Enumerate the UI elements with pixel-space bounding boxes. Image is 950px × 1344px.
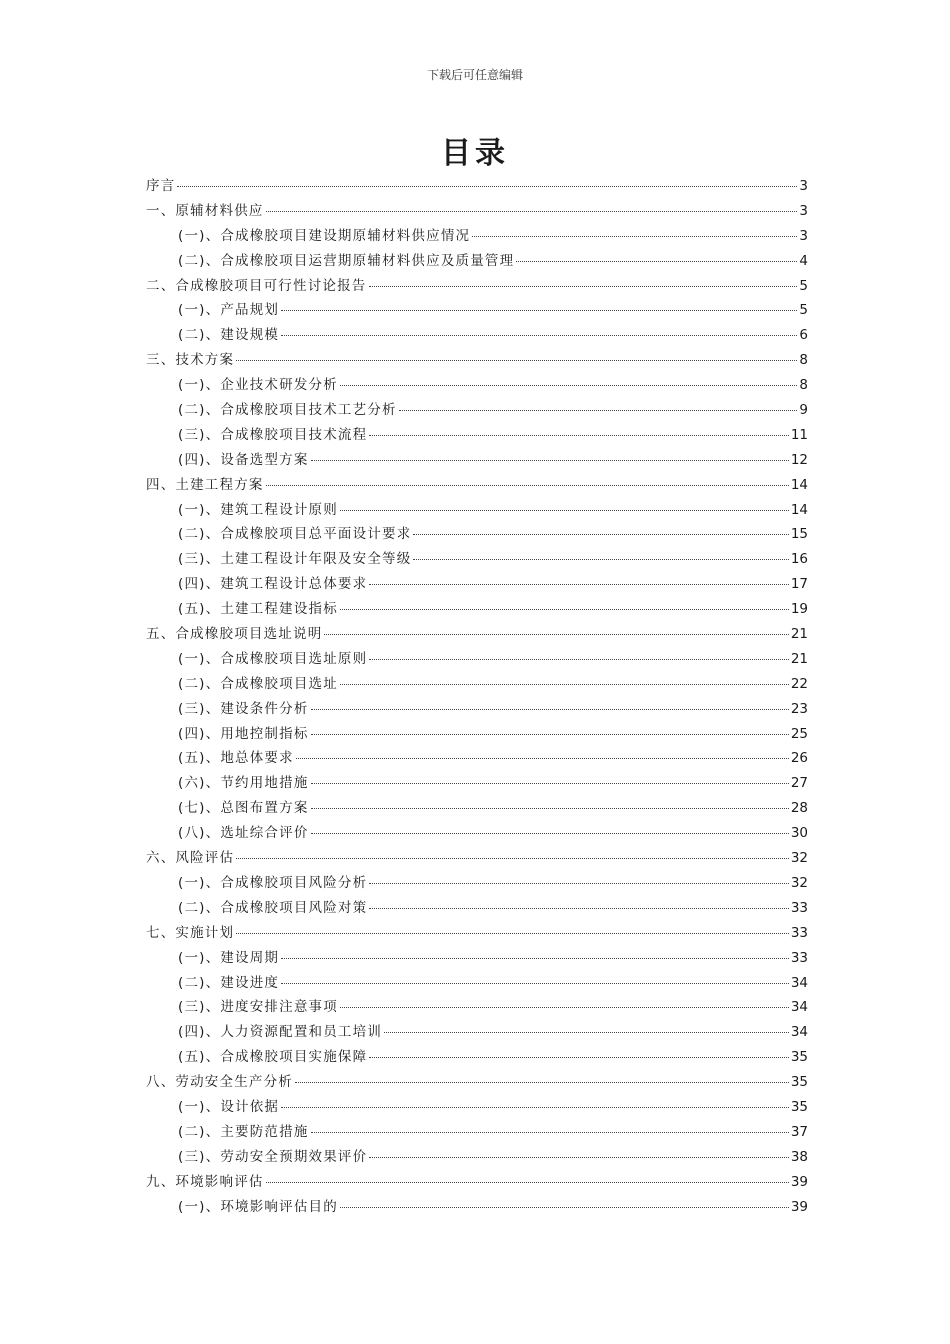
toc-entry[interactable] xyxy=(146,921,808,946)
toc-entry-label: (二)、合成橡胶项目技术工艺分析 xyxy=(178,402,397,419)
toc-entry-page-number: 11 xyxy=(790,426,808,443)
toc-entry-page-number: 35 xyxy=(790,1098,808,1115)
toc-entry-page-number: 34 xyxy=(790,1024,808,1041)
toc-entry-page-number: 12 xyxy=(790,451,808,468)
toc-entry-page-number: 30 xyxy=(790,825,808,842)
toc-entry[interactable] xyxy=(146,846,808,871)
toc-entry-label: (一)、企业技术研发分析 xyxy=(178,377,338,394)
toc-dot-leader xyxy=(369,286,798,287)
toc-entry[interactable] xyxy=(146,224,808,249)
toc-entry[interactable] xyxy=(146,174,808,199)
toc-entry-page-number: 19 xyxy=(790,601,808,618)
toc-entry[interactable] xyxy=(146,672,808,697)
toc-entry-page-number: 17 xyxy=(790,576,808,593)
toc-entry[interactable] xyxy=(146,448,808,473)
toc-dot-leader xyxy=(413,534,788,535)
toc-entry-label: (四)、设备选型方案 xyxy=(178,451,309,468)
toc-entry[interactable] xyxy=(146,995,808,1020)
toc-entry-label: (三)、进度安排注意事项 xyxy=(178,999,338,1016)
toc-entry-label: (三)、建设条件分析 xyxy=(178,700,309,717)
toc-entry[interactable] xyxy=(146,1170,808,1195)
toc-dot-leader xyxy=(340,510,789,511)
toc-dot-leader xyxy=(236,933,789,934)
toc-entry-page-number: 9 xyxy=(799,402,808,419)
toc-entry[interactable] xyxy=(146,771,808,796)
toc-dot-leader xyxy=(236,360,797,361)
toc-entry[interactable] xyxy=(146,398,808,423)
toc-entry-page-number: 35 xyxy=(790,1049,808,1066)
toc-entry[interactable] xyxy=(146,547,808,572)
toc-dot-leader xyxy=(384,1032,789,1033)
toc-dot-leader xyxy=(281,958,789,959)
toc-entry[interactable] xyxy=(146,1070,808,1095)
toc-entry-page-number: 5 xyxy=(799,277,808,294)
toc-entry-page-number: 38 xyxy=(790,1148,808,1165)
toc-entry-label: (四)、用地控制指标 xyxy=(178,725,309,742)
toc-entry-page-number: 15 xyxy=(790,526,808,543)
toc-entry-label: (三)、合成橡胶项目技术流程 xyxy=(178,426,368,443)
toc-entry-page-number: 26 xyxy=(790,750,808,767)
toc-entry-page-number: 3 xyxy=(799,202,808,219)
toc-entry-page-number: 27 xyxy=(790,775,808,792)
page-title: 目录 xyxy=(441,136,509,171)
toc-entry[interactable] xyxy=(146,1095,808,1120)
toc-dot-leader xyxy=(369,659,788,660)
toc-dot-leader xyxy=(311,833,789,834)
toc-entry-page-number: 33 xyxy=(790,924,808,941)
toc-entry[interactable] xyxy=(146,323,808,348)
toc-dot-leader xyxy=(369,1057,788,1058)
toc-entry-page-number: 28 xyxy=(790,800,808,817)
toc-entry[interactable] xyxy=(146,622,808,647)
toc-entry-label: 八、劳动安全生产分析 xyxy=(146,1074,293,1091)
toc-dot-leader xyxy=(340,1207,789,1208)
toc-entry[interactable] xyxy=(146,896,808,921)
toc-dot-leader xyxy=(311,734,789,735)
toc-entry[interactable] xyxy=(146,348,808,373)
toc-dot-leader xyxy=(340,1007,789,1008)
toc-entry[interactable] xyxy=(146,199,808,224)
toc-dot-leader xyxy=(472,236,797,237)
toc-dot-leader xyxy=(311,808,789,809)
toc-entry-label: (五)、土建工程建设指标 xyxy=(178,601,338,618)
toc-entry-page-number: 34 xyxy=(790,974,808,991)
toc-entry-label: 五、合成橡胶项目选址说明 xyxy=(146,626,323,643)
toc-entry-label: 序言 xyxy=(146,178,176,194)
toc-dot-leader xyxy=(281,983,789,984)
toc-entry[interactable] xyxy=(146,1120,808,1145)
toc-entry[interactable] xyxy=(146,249,808,274)
toc-entry-label: (五)、合成橡胶项目实施保障 xyxy=(178,1049,368,1066)
toc-dot-leader xyxy=(399,410,798,411)
toc-dot-leader xyxy=(236,858,789,859)
toc-entry-label: (一)、合成橡胶项目建设期原辅材料供应情况 xyxy=(178,227,471,244)
toc-entry-page-number: 23 xyxy=(790,700,808,717)
toc-dot-leader xyxy=(369,584,788,585)
toc-entry[interactable] xyxy=(146,597,808,622)
toc-entry-label: (一)、产品规划 xyxy=(178,302,280,319)
toc-entry-label: (二)、合成橡胶项目总平面设计要求 xyxy=(178,526,412,543)
toc-entry[interactable] xyxy=(146,1195,808,1220)
toc-entry-page-number: 8 xyxy=(799,352,808,369)
toc-entry-page-number: 4 xyxy=(799,252,808,269)
toc-dot-leader xyxy=(311,783,789,784)
toc-entry-page-number: 14 xyxy=(790,501,808,518)
toc-entry[interactable] xyxy=(146,423,808,448)
toc-entry[interactable] xyxy=(146,373,808,398)
toc-entry[interactable] xyxy=(146,1020,808,1045)
toc-entry-page-number: 14 xyxy=(790,476,808,493)
toc-entry-page-number: 37 xyxy=(790,1123,808,1140)
toc-entry-page-number: 21 xyxy=(790,626,808,643)
toc-entry-label: 四、土建工程方案 xyxy=(146,476,264,493)
toc-entry-label: (二)、建设进度 xyxy=(178,974,280,991)
toc-entry-label: 二、合成橡胶项目可行性讨论报告 xyxy=(146,277,367,294)
toc-entry[interactable] xyxy=(146,871,808,896)
toc-entry-page-number: 22 xyxy=(790,675,808,692)
toc-entry[interactable] xyxy=(146,298,808,323)
toc-entry-page-number: 32 xyxy=(790,850,808,867)
toc-entry-label: (一)、合成橡胶项目风险分析 xyxy=(178,874,368,891)
toc-entry-page-number: 5 xyxy=(799,302,808,319)
header-note: 下载后可任意编辑 xyxy=(426,68,523,82)
toc-entry[interactable] xyxy=(146,796,808,821)
toc-entry-label: 六、风险评估 xyxy=(146,850,235,867)
toc-dot-leader xyxy=(413,559,788,560)
toc-entry-label: 三、技术方案 xyxy=(146,352,235,369)
toc-entry-page-number: 35 xyxy=(790,1074,808,1091)
toc-entry[interactable] xyxy=(146,971,808,996)
toc-entry[interactable] xyxy=(146,473,808,498)
toc-entry-page-number: 39 xyxy=(790,1173,808,1190)
toc-dot-leader xyxy=(266,1182,789,1183)
toc-entry-label: (二)、合成橡胶项目运营期原辅材料供应及质量管理 xyxy=(178,252,515,269)
toc-dot-leader xyxy=(324,634,788,635)
toc-entry-page-number: 21 xyxy=(790,650,808,667)
toc-entry-page-number: 6 xyxy=(799,327,808,344)
toc-entry-page-number: 8 xyxy=(799,377,808,394)
toc-entry[interactable] xyxy=(146,746,808,771)
toc-entry-label: (一)、建设周期 xyxy=(178,949,280,966)
toc-entry-page-number: 33 xyxy=(790,899,808,916)
toc-entry-label: (二)、合成橡胶项目风险对策 xyxy=(178,899,368,916)
toc-entry-page-number: 32 xyxy=(790,874,808,891)
toc-entry-label: 七、实施计划 xyxy=(146,924,235,941)
toc-entry[interactable] xyxy=(146,722,808,747)
toc-entry-label: (一)、建筑工程设计原则 xyxy=(178,501,338,518)
toc-entry[interactable] xyxy=(146,498,808,523)
toc-entry[interactable] xyxy=(146,946,808,971)
toc-entry-label: (一)、合成橡胶项目选址原则 xyxy=(178,650,368,667)
toc-entry-page-number: 3 xyxy=(799,227,808,244)
toc-dot-leader xyxy=(516,261,797,262)
toc-entry[interactable] xyxy=(146,1045,808,1070)
toc-dot-leader xyxy=(369,435,788,436)
toc-dot-leader xyxy=(266,211,798,212)
toc-entry[interactable] xyxy=(146,647,808,672)
toc-dot-leader xyxy=(177,186,797,187)
toc-dot-leader xyxy=(296,758,789,759)
toc-dot-leader xyxy=(369,1157,788,1158)
toc-entry-label: (四)、建筑工程设计总体要求 xyxy=(178,576,368,593)
toc-entry[interactable] xyxy=(146,274,808,299)
toc-entry-label: (六)、节约用地措施 xyxy=(178,775,309,792)
toc-dot-leader xyxy=(266,485,789,486)
toc-dot-leader xyxy=(311,1132,789,1133)
toc-entry-label: (三)、土建工程设计年限及安全等级 xyxy=(178,551,412,568)
toc-entry-label: 一、原辅材料供应 xyxy=(146,202,264,219)
toc-entry-page-number: 16 xyxy=(790,551,808,568)
toc-entry-label: (二)、建设规模 xyxy=(178,327,280,344)
toc-dot-leader xyxy=(311,460,789,461)
toc-dot-leader xyxy=(281,335,797,336)
toc-entry-label: (一)、环境影响评估目的 xyxy=(178,1198,338,1215)
toc-entry[interactable] xyxy=(146,697,808,722)
toc-entry-label: (八)、选址综合评价 xyxy=(178,825,309,842)
toc-dot-leader xyxy=(281,1107,789,1108)
toc-entry-label: (五)、地总体要求 xyxy=(178,750,294,767)
toc-entry[interactable] xyxy=(146,522,808,547)
toc-entry-page-number: 25 xyxy=(790,725,808,742)
toc-entry-label: 九、环境影响评估 xyxy=(146,1173,264,1190)
toc-entry[interactable] xyxy=(146,572,808,597)
toc-entry[interactable] xyxy=(146,821,808,846)
toc-entry-page-number: 3 xyxy=(799,178,808,194)
toc-entry-label: (二)、主要防范措施 xyxy=(178,1123,309,1140)
toc-dot-leader xyxy=(369,908,788,909)
table-of-contents xyxy=(146,174,808,1219)
toc-entry-page-number: 39 xyxy=(790,1198,808,1215)
toc-dot-leader xyxy=(311,709,789,710)
toc-entry-label: (四)、人力资源配置和员工培训 xyxy=(178,1024,383,1041)
toc-entry-page-number: 34 xyxy=(790,999,808,1016)
toc-entry-page-number: 33 xyxy=(790,949,808,966)
toc-entry[interactable] xyxy=(146,1145,808,1170)
toc-dot-leader xyxy=(295,1082,789,1083)
toc-entry-label: (三)、劳动安全预期效果评价 xyxy=(178,1148,368,1165)
toc-dot-leader xyxy=(340,684,789,685)
toc-dot-leader xyxy=(281,310,797,311)
toc-entry-label: (七)、总图布置方案 xyxy=(178,800,309,817)
toc-dot-leader xyxy=(369,883,788,884)
toc-dot-leader xyxy=(340,385,797,386)
toc-entry-label: (一)、设计依据 xyxy=(178,1098,280,1115)
toc-entry-label: (二)、合成橡胶项目选址 xyxy=(178,675,338,692)
toc-dot-leader xyxy=(340,609,789,610)
